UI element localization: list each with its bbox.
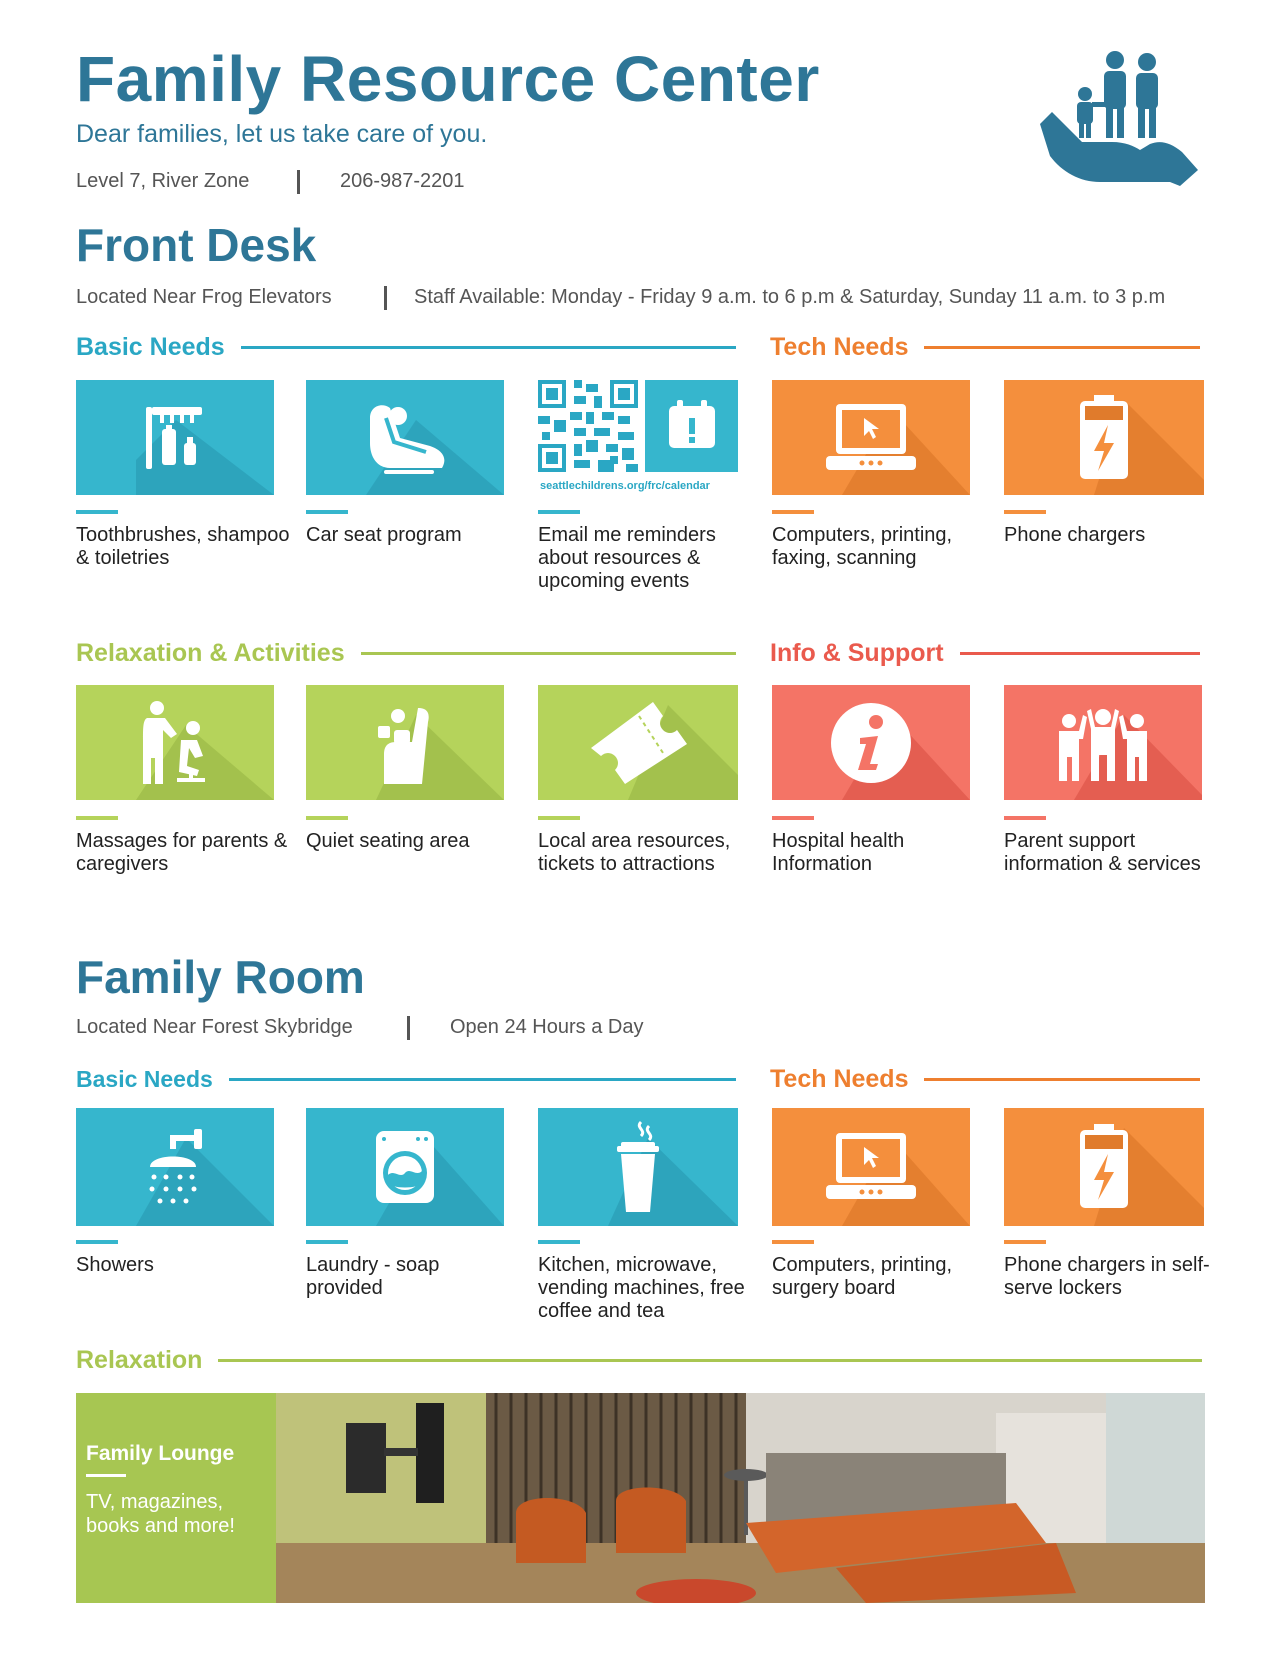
quiet-seating-tile [306,685,504,800]
category-label: Info & Support [770,638,944,667]
relaxation-header [76,1343,1202,1377]
family-room-title: Family Room [76,951,365,1003]
toiletries-tile [76,380,274,495]
category-rule [361,652,736,655]
family-hand-logo-icon [1030,46,1205,196]
family-lounge-photo [276,1393,1205,1603]
tile-tick [538,1240,580,1244]
massage-tile [76,685,274,800]
front-desk-title: Front Desk [76,219,317,271]
computers-tile [772,1108,970,1226]
tile-tick [306,816,348,820]
toiletries-icon [140,403,210,473]
caption-kitchen: Kitchen, microwave, vending machines, free coffee and tea [538,1254,745,1322]
tile-tick [306,510,348,514]
basic-needs-header [76,330,736,364]
tile-tick [1004,1240,1046,1244]
battery-icon [1078,395,1130,481]
phone-chargers-tile [1004,1108,1204,1226]
divider [297,170,300,194]
caption-parent-support: Parent support information & services [1004,830,1201,875]
laundry-tile [306,1108,504,1226]
caption-health-info: Hospital health Information [772,830,905,875]
ticket-icon [583,698,693,788]
tile-tick [772,510,814,514]
category-label: Basic Needs [76,332,225,361]
reading-chair-icon [372,700,438,786]
computers-tile [772,380,970,495]
parent-support-tile [1004,685,1202,800]
tile-tick [76,1240,118,1244]
kitchen-tile [538,1108,738,1226]
tile-tick [1004,510,1046,514]
coffee-cup-icon [613,1120,663,1214]
divider [407,1016,410,1040]
group-people-icon [1055,705,1151,781]
caption-quiet-seating: Quiet seating area [306,830,470,852]
caption-computers-surgery: Computers, printing, surgery board [772,1254,953,1299]
relaxation-activities-header [76,636,736,670]
tile-tick [1004,816,1046,820]
lounge-description: TV, magazines, books and more! [86,1491,235,1537]
info-support-header [770,636,1200,670]
tech-needs-header [770,330,1200,364]
tickets-tile [538,685,738,800]
category-label: Tech Needs [770,1064,909,1093]
massage-icon [137,700,213,786]
tile-tick [538,816,580,820]
caption-local-resources: Local area resources, tickets to attractions [538,830,731,875]
tile-tick [538,510,580,514]
laptop-icon [826,402,916,474]
tile-tick [76,816,118,820]
tile-tick [306,1240,348,1244]
category-label: Relaxation & Activities [76,638,345,667]
caption-toiletries: Toothbrushes, shampoo & toiletries [76,524,290,569]
car-seat-icon [360,398,450,478]
laptop-icon [826,1131,916,1203]
info-icon [830,702,912,784]
divider [384,286,387,310]
tile-tick [772,1240,814,1244]
calendar-box [645,380,738,472]
family-room-location: Located Near Forest Skybridge [76,1016,353,1038]
category-rule [924,1078,1200,1081]
caption-phone-chargers: Phone chargers [1004,524,1146,546]
tech-needs-header [770,1062,1200,1096]
caption-massages: Massages for parents & caregivers [76,830,288,875]
category-label: Relaxation [76,1345,203,1374]
health-info-tile [772,685,970,800]
center-location: Level 7, River Zone [76,170,250,192]
tagline: Dear families, let us take care of you. [76,120,488,148]
caption-car-seat: Car seat program [306,524,462,546]
calendar-url[interactable]: seattlechildrens.org/frc/calendar [540,480,710,492]
lounge-rule [86,1474,126,1477]
caption-phone-lockers: Phone chargers in self-serve lockers [1004,1254,1210,1299]
basic-needs-header [76,1062,736,1096]
qr-calendar-tile [538,380,738,498]
calendar-icon [667,400,717,450]
car-seat-tile [306,380,504,495]
caption-showers: Showers [76,1254,154,1276]
category-rule [218,1359,1202,1362]
category-label: Tech Needs [770,332,909,361]
shower-icon [140,1127,210,1207]
qr-code-icon [538,380,638,472]
category-rule [960,652,1200,655]
caption-computers: Computers, printing, faxing, scanning [772,524,953,569]
phone-chargers-tile [1004,380,1204,495]
caption-laundry: Laundry - soap provided [306,1254,440,1299]
showers-tile [76,1108,274,1226]
washing-machine-icon [374,1129,436,1205]
caption-email-reminders: Email me reminders about resources & upcoming events [538,524,716,592]
page-title: Family Resource Center [76,43,820,115]
center-phone: 206-987-2201 [340,170,465,192]
tile-tick [76,510,118,514]
battery-icon [1078,1124,1130,1210]
front-desk-location: Located Near Frog Elevators [76,286,332,308]
category-label: Basic Needs [76,1065,213,1092]
category-rule [924,346,1200,349]
category-rule [229,1078,736,1081]
front-desk-hours: Staff Available: Monday - Friday 9 a.m. to 6 p.m & Saturday, Sunday 11 a.m. to 3 p.m [414,286,1166,308]
lounge-title: Family Lounge [86,1442,235,1465]
family-room-hours: Open 24 Hours a Day [450,1016,644,1038]
category-rule [241,346,736,349]
tile-tick [772,816,814,820]
